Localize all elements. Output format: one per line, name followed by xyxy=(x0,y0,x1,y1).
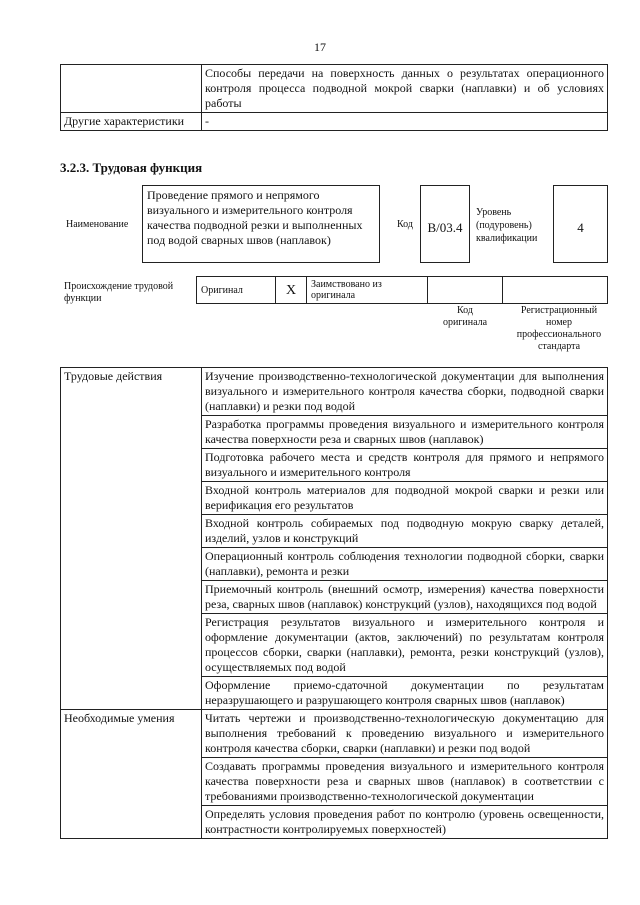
qualification-level-box: 4 xyxy=(553,185,608,263)
qualification-level-label: Уровень (подуровень) квалификации xyxy=(476,207,538,244)
code-original-cell xyxy=(428,277,503,304)
registration-number-cell xyxy=(503,277,608,304)
table-row xyxy=(61,113,608,131)
function-details-table xyxy=(60,367,608,839)
skill-item: Читать чертежи и производственно-технологическую документацию для выполнения требований к проведению визуального и измерительного контроля качества сборки, сварки (наплавки) и резки под водой xyxy=(202,710,608,758)
action-item: Подготовка рабочего места и средств контроля для прямого и непрямого визуального и измерительного контроля xyxy=(202,449,608,482)
row-text: Способы передачи на поверхность данных о результатах операционного контроля процесса подводной мокрой сварки (наплавки) и об условиях работы xyxy=(202,65,608,113)
table-row xyxy=(61,65,608,113)
origin-label: Происхождение трудовой функции xyxy=(64,281,174,304)
table-row xyxy=(197,277,608,304)
original-label: Оригинал xyxy=(197,277,276,304)
table-row xyxy=(61,677,608,710)
table-row xyxy=(61,758,608,806)
action-item: Операционный контроль соблюдения технологии подводной сборки, сварки (наплавки), ремонта и резки xyxy=(202,548,608,581)
table-row xyxy=(61,710,608,758)
code-original-caption: Код оригинала xyxy=(442,305,488,328)
original-mark: X xyxy=(276,277,307,304)
skill-item: Определять условия проведения работ по контролю (уровень освещенности, контрастности контролируемых поверхностей) xyxy=(202,806,608,839)
code-value-box: B/03.4 xyxy=(420,185,470,263)
borrowed-label: Заимствовано из оригинала xyxy=(307,277,428,304)
row-label: Другие характеристики xyxy=(61,113,202,131)
actions-label: Трудовые действия xyxy=(61,368,202,416)
function-name-box: Проведение прямого и непрямого визуального и измерительного контроля качества подводной резки и выполненных под водой сварных швов (наплавок) xyxy=(142,185,380,263)
skills-label: Необходимые умения xyxy=(61,710,202,758)
table-row xyxy=(61,482,608,515)
table-row xyxy=(61,515,608,548)
table-row xyxy=(61,368,608,416)
row-label xyxy=(61,65,202,113)
action-item: Оформление приемо-сдаточной документации по результатам неразрушающего и разрушающего контроля сварных швов (наплавок) xyxy=(202,677,608,710)
action-item: Входной контроль материалов для подводной мокрой сварки и резки или верификация его результатов xyxy=(202,482,608,515)
action-item: Приемочный контроль (внешний осмотр, измерения) качества поверхности реза, сварных швов (наплавок) конструкций (узлов), находящихся под водой xyxy=(202,581,608,614)
top-continuation-table xyxy=(60,64,608,131)
name-label: Наименование xyxy=(66,219,129,230)
page-number: 17 xyxy=(314,40,326,54)
table-row xyxy=(61,416,608,449)
action-item: Изучение производственно-технологической документации для выполнения визуального и измерительного контроля качества сборки, подводной сварки (наплавки) и резки под водой xyxy=(202,368,608,416)
action-item: Входной контроль собираемых под подводную мокрую сварку деталей, изделий, узлов и конструкций xyxy=(202,515,608,548)
table-row xyxy=(61,548,608,581)
action-item: Разработка программы проведения визуального и измерительного контроля качества поверхности реза и сварных швов (наплавок) xyxy=(202,416,608,449)
table-row xyxy=(61,449,608,482)
section-heading: 3.2.3. Трудовая функция xyxy=(60,160,203,175)
origin-table xyxy=(196,276,608,304)
code-label: Код xyxy=(397,219,413,230)
table-row xyxy=(61,614,608,677)
action-item: Регистрация результатов визуального и измерительного контроля и оформление документации (актов, заключений) по результатам контроля процессов сборки, сварки (наплавки), ремонта, резки конструкций (узлов), осуществляемых под водой xyxy=(202,614,608,677)
table-row xyxy=(61,581,608,614)
table-row xyxy=(61,806,608,839)
registration-number-caption: Регистрационный номер профессионального стандарта xyxy=(516,305,602,352)
skill-item: Создавать программы проведения визуального и измерительного контроля качества поверхности реза и сварных швов (наплавок) в соответствии с требованиями производственно-технологической документации xyxy=(202,758,608,806)
row-text: - xyxy=(202,113,608,131)
